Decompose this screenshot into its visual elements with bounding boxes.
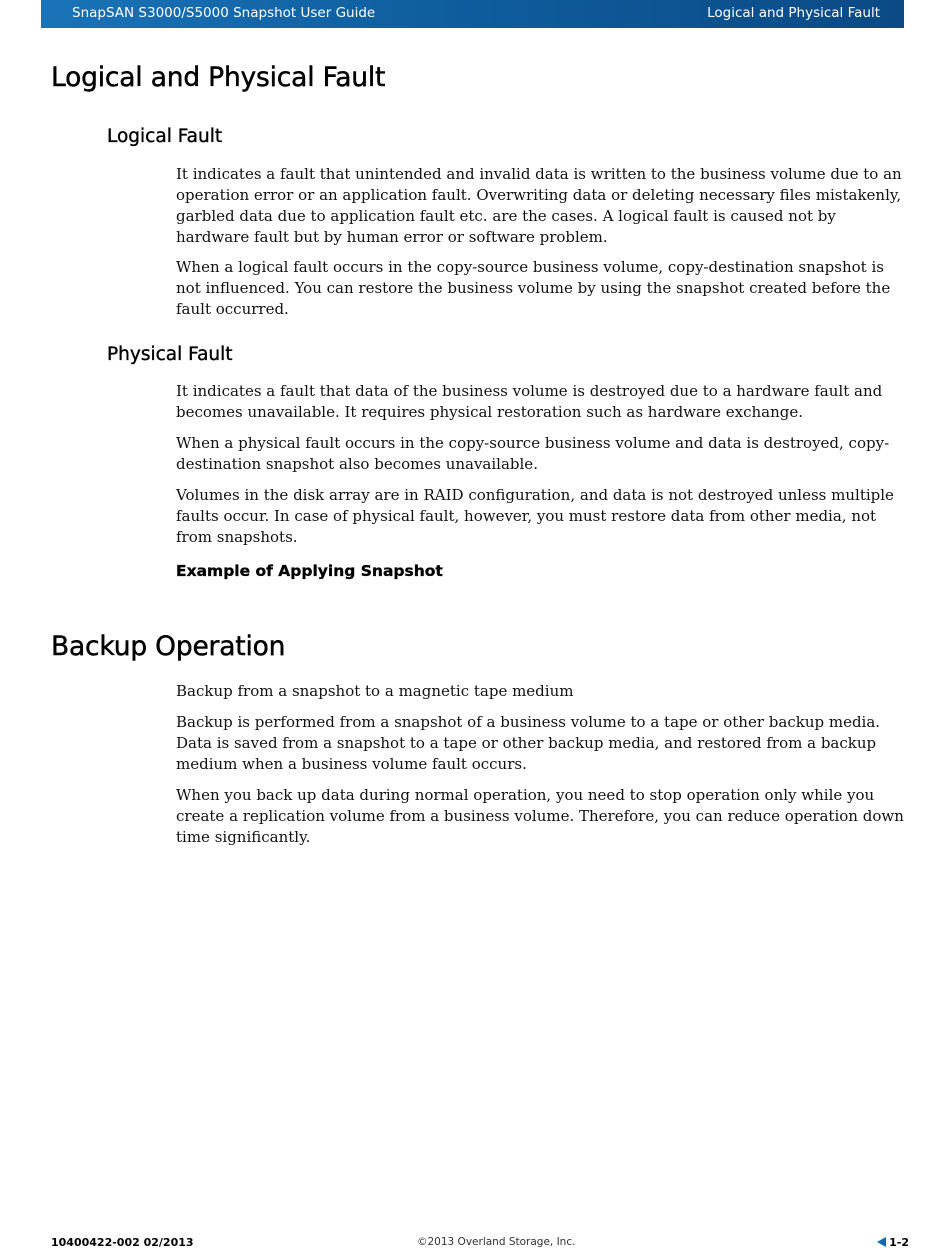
- heading-physical-fault: Physical Fault: [107, 344, 233, 365]
- logical-fault-paragraph-1: It indicates a fault that unintended and invalid data is written to the business volume due to an operation error or an application fault. Overwriting data or deleting necessary files mistakenly, garbled data due to application fault etc. are the cases. A logical fault is caused not by hardware fault but by human error or software problem.: [176, 165, 902, 246]
- logical-fault-paragraph-2: When a logical fault occurs in the copy-source business volume, copy-destination snapshot is not influenced. You can restore the business volume by using the snapshot created before the fault occurred.: [176, 258, 891, 318]
- heading-backup-operation: Backup Operation: [51, 631, 286, 662]
- header-section-title: Logical and Physical Fault: [707, 5, 880, 21]
- heading-logical-fault: Logical Fault: [107, 126, 223, 147]
- backup-paragraph-2: Backup is performed from a snapshot of a business volume to a tape or other backup media. Data is saved from a snapshot to a tape or other backup media, and restored from a backup medium when a business volume fault occurs.: [176, 713, 881, 773]
- page-header-bar: [41, 0, 904, 28]
- physical-fault-paragraph-3: Volumes in the disk array are in RAID configuration, and data is not destroyed unless multiple faults occur. In case of physical fault, however, you must restore data from other media, not from snapshots.: [176, 486, 894, 546]
- heading-logical-physical-fault: Logical and Physical Fault: [51, 62, 386, 93]
- backup-paragraph-1: Backup from a snapshot to a magnetic tape medium: [176, 682, 574, 700]
- triangle-left-icon: [877, 1237, 886, 1247]
- document-title: SnapSAN S3000/S5000 Snapshot User Guide: [72, 5, 376, 21]
- physical-fault-paragraph-1: It indicates a fault that data of the business volume is destroyed due to a hardware fault and becomes unavailable. It requires physical restoration such as hardware exchange.: [176, 382, 883, 421]
- heading-example-applying-snapshot: Example of Applying Snapshot: [176, 562, 443, 580]
- physical-fault-paragraph-2: When a physical fault occurs in the copy-source business volume and data is destroyed, copy-destination snapshot also becomes unavailable.: [176, 434, 890, 473]
- backup-paragraph-3: When you back up data during normal operation, you need to stop operation only while you create a replication volume from a business volume. Therefore, you can reduce operation down time significantly.: [176, 786, 904, 846]
- footer-page-indicator: [877, 1236, 909, 1249]
- footer-copyright: ©2013 Overland Storage, Inc.: [417, 1236, 576, 1248]
- page-number: 1-2: [889, 1236, 909, 1249]
- footer-document-number: 10400422-002 02/2013: [51, 1236, 194, 1249]
